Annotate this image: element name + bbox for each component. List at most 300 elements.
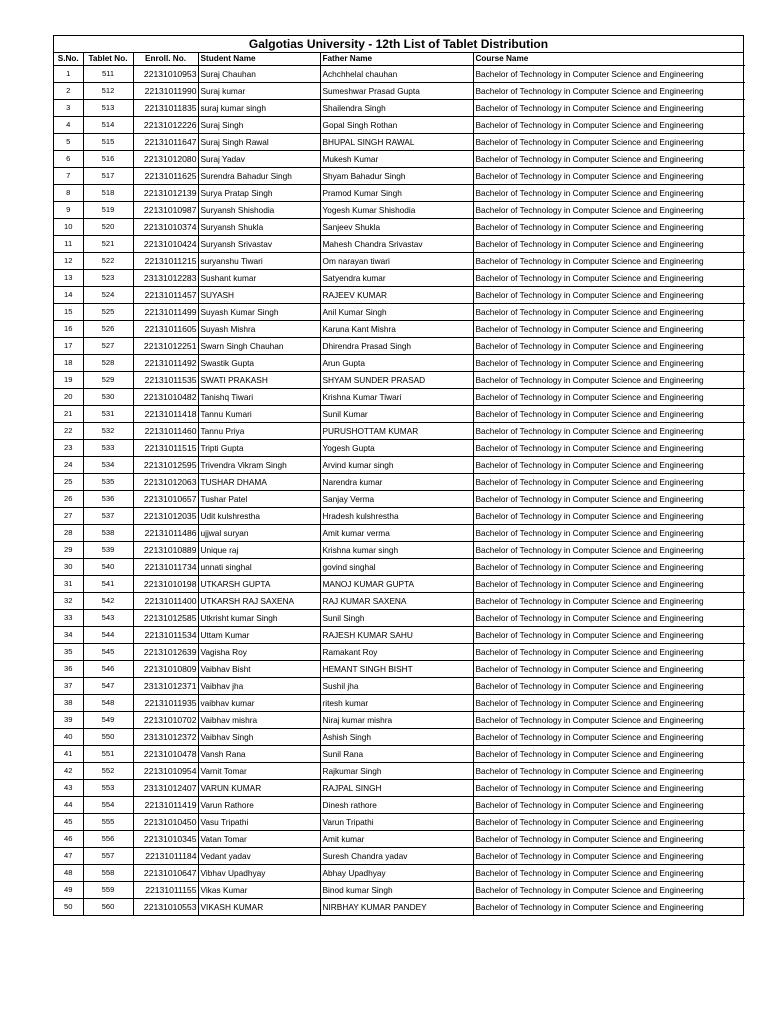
cell-sno: 45 bbox=[54, 813, 83, 830]
cell-course-name: Bachelor of Technology in Computer Science and Engineering bbox=[473, 337, 745, 354]
cell-sno: 19 bbox=[54, 371, 83, 388]
cell-father-name: Sunil Rana bbox=[320, 745, 473, 762]
cell-course-name: Bachelor of Technology in Computer Science and Engineering bbox=[473, 762, 745, 779]
cell-course-name: Bachelor of Technology in Computer Science and Engineering bbox=[473, 218, 745, 235]
header-course-name: Course Name bbox=[473, 53, 745, 65]
cell-enroll-no: 22131011990 bbox=[133, 82, 198, 99]
cell-sno: 49 bbox=[54, 881, 83, 898]
cell-sno: 42 bbox=[54, 762, 83, 779]
cell-tablet-no: 560 bbox=[83, 898, 133, 915]
cell-tablet-no: 524 bbox=[83, 286, 133, 303]
cell-sno: 12 bbox=[54, 252, 83, 269]
cell-enroll-no: 22131011935 bbox=[133, 694, 198, 711]
cell-enroll-no: 22131012063 bbox=[133, 473, 198, 490]
cell-enroll-no: 22131011457 bbox=[133, 286, 198, 303]
table-row bbox=[54, 660, 745, 677]
cell-course-name: Bachelor of Technology in Computer Science and Engineering bbox=[473, 286, 745, 303]
cell-sno: 38 bbox=[54, 694, 83, 711]
cell-father-name: Rajkumar Singh bbox=[320, 762, 473, 779]
cell-tablet-no: 550 bbox=[83, 728, 133, 745]
cell-student-name: Tripti Gupta bbox=[198, 439, 320, 456]
cell-course-name: Bachelor of Technology in Computer Science and Engineering bbox=[473, 439, 745, 456]
table-row bbox=[54, 762, 745, 779]
cell-tablet-no: 530 bbox=[83, 388, 133, 405]
cell-sno: 47 bbox=[54, 847, 83, 864]
cell-course-name: Bachelor of Technology in Computer Science and Engineering bbox=[473, 728, 745, 745]
cell-course-name: Bachelor of Technology in Computer Science and Engineering bbox=[473, 371, 745, 388]
table-row bbox=[54, 82, 745, 99]
cell-father-name: Abhay Upadhyay bbox=[320, 864, 473, 881]
cell-enroll-no: 23131012371 bbox=[133, 677, 198, 694]
cell-student-name: Suryansh Shukla bbox=[198, 218, 320, 235]
cell-course-name: Bachelor of Technology in Computer Science and Engineering bbox=[473, 745, 745, 762]
cell-father-name: Krishna Kumar Tiwari bbox=[320, 388, 473, 405]
cell-enroll-no: 22131010553 bbox=[133, 898, 198, 915]
cell-student-name: Vaibhav mishra bbox=[198, 711, 320, 728]
table-row bbox=[54, 456, 745, 473]
cell-father-name: MANOJ KUMAR GUPTA bbox=[320, 575, 473, 592]
cell-sno: 37 bbox=[54, 677, 83, 694]
cell-enroll-no: 22131010198 bbox=[133, 575, 198, 592]
cell-tablet-no: 534 bbox=[83, 456, 133, 473]
cell-sno: 33 bbox=[54, 609, 83, 626]
cell-student-name: TUSHAR DHAMA bbox=[198, 473, 320, 490]
cell-father-name: Gopal Singh Rothan bbox=[320, 116, 473, 133]
cell-father-name: RAJEEV KUMAR bbox=[320, 286, 473, 303]
cell-father-name: Krishna kumar singh bbox=[320, 541, 473, 558]
table-row bbox=[54, 541, 745, 558]
cell-enroll-no: 22131011534 bbox=[133, 626, 198, 643]
cell-student-name: Suyash Mishra bbox=[198, 320, 320, 337]
cell-student-name: Vasu Tripathi bbox=[198, 813, 320, 830]
cell-father-name: BHUPAL SINGH RAWAL bbox=[320, 133, 473, 150]
cell-student-name: Uttam Kumar bbox=[198, 626, 320, 643]
cell-father-name: Anil Kumar Singh bbox=[320, 303, 473, 320]
cell-course-name: Bachelor of Technology in Computer Science and Engineering bbox=[473, 558, 745, 575]
cell-sno: 28 bbox=[54, 524, 83, 541]
cell-father-name: Pramod Kumar Singh bbox=[320, 184, 473, 201]
table-row bbox=[54, 609, 745, 626]
cell-sno: 8 bbox=[54, 184, 83, 201]
cell-father-name: RAJPAL SINGH bbox=[320, 779, 473, 796]
cell-course-name: Bachelor of Technology in Computer Science and Engineering bbox=[473, 354, 745, 371]
cell-tablet-no: 552 bbox=[83, 762, 133, 779]
cell-tablet-no: 543 bbox=[83, 609, 133, 626]
cell-father-name: Achchhelal chauhan bbox=[320, 65, 473, 82]
cell-father-name: Ashish Singh bbox=[320, 728, 473, 745]
table-row bbox=[54, 745, 745, 762]
cell-student-name: unnati singhal bbox=[198, 558, 320, 575]
table-row bbox=[54, 575, 745, 592]
cell-student-name: Swastik Gupta bbox=[198, 354, 320, 371]
table-row bbox=[54, 303, 745, 320]
cell-tablet-no: 512 bbox=[83, 82, 133, 99]
cell-enroll-no: 22131010889 bbox=[133, 541, 198, 558]
cell-student-name: SUYASH bbox=[198, 286, 320, 303]
cell-course-name: Bachelor of Technology in Computer Science and Engineering bbox=[473, 82, 745, 99]
cell-course-name: Bachelor of Technology in Computer Science and Engineering bbox=[473, 898, 745, 915]
cell-enroll-no: 22131010809 bbox=[133, 660, 198, 677]
cell-student-name: suraj kumar singh bbox=[198, 99, 320, 116]
cell-student-name: Vaibhav Bisht bbox=[198, 660, 320, 677]
cell-tablet-no: 515 bbox=[83, 133, 133, 150]
cell-sno: 44 bbox=[54, 796, 83, 813]
cell-father-name: Yogesh Kumar Shishodia bbox=[320, 201, 473, 218]
table-row bbox=[54, 422, 745, 439]
cell-tablet-no: 548 bbox=[83, 694, 133, 711]
cell-father-name: Mahesh Chandra Srivastav bbox=[320, 235, 473, 252]
cell-tablet-no: 525 bbox=[83, 303, 133, 320]
cell-student-name: Tannu Priya bbox=[198, 422, 320, 439]
cell-student-name: Vikas Kumar bbox=[198, 881, 320, 898]
table-row bbox=[54, 592, 745, 609]
cell-sno: 30 bbox=[54, 558, 83, 575]
cell-father-name: Mukesh Kumar bbox=[320, 150, 473, 167]
table-row bbox=[54, 643, 745, 660]
cell-enroll-no: 22131011625 bbox=[133, 167, 198, 184]
table-row bbox=[54, 269, 745, 286]
cell-student-name: UTKARSH RAJ SAXENA bbox=[198, 592, 320, 609]
cell-enroll-no: 22131012585 bbox=[133, 609, 198, 626]
cell-enroll-no: 23131012283 bbox=[133, 269, 198, 286]
cell-student-name: Vagisha Roy bbox=[198, 643, 320, 660]
table-row bbox=[54, 354, 745, 371]
table-row bbox=[54, 864, 745, 881]
cell-tablet-no: 514 bbox=[83, 116, 133, 133]
table-row bbox=[54, 201, 745, 218]
cell-student-name: Suraj kumar bbox=[198, 82, 320, 99]
cell-student-name: Suryansh Srivastav bbox=[198, 235, 320, 252]
cell-student-name: Tushar Patel bbox=[198, 490, 320, 507]
cell-sno: 48 bbox=[54, 864, 83, 881]
header-father-name: Father Name bbox=[320, 53, 473, 65]
cell-enroll-no: 22131010424 bbox=[133, 235, 198, 252]
cell-enroll-no: 22131011499 bbox=[133, 303, 198, 320]
table-row bbox=[54, 65, 745, 82]
cell-course-name: Bachelor of Technology in Computer Science and Engineering bbox=[473, 507, 745, 524]
cell-father-name: Sumeshwar Prasad Gupta bbox=[320, 82, 473, 99]
cell-student-name: Udit kulshrestha bbox=[198, 507, 320, 524]
cell-tablet-no: 513 bbox=[83, 99, 133, 116]
cell-father-name: Dinesh rathore bbox=[320, 796, 473, 813]
cell-enroll-no: 22131010345 bbox=[133, 830, 198, 847]
cell-course-name: Bachelor of Technology in Computer Science and Engineering bbox=[473, 184, 745, 201]
cell-sno: 11 bbox=[54, 235, 83, 252]
cell-student-name: Vatan Tomar bbox=[198, 830, 320, 847]
cell-tablet-no: 546 bbox=[83, 660, 133, 677]
cell-course-name: Bachelor of Technology in Computer Science and Engineering bbox=[473, 269, 745, 286]
cell-tablet-no: 559 bbox=[83, 881, 133, 898]
cell-father-name: Dhirendra Prasad Singh bbox=[320, 337, 473, 354]
cell-father-name: Sanjeev Shukla bbox=[320, 218, 473, 235]
cell-sno: 43 bbox=[54, 779, 83, 796]
cell-enroll-no: 22131011155 bbox=[133, 881, 198, 898]
cell-student-name: Sushant kumar bbox=[198, 269, 320, 286]
cell-sno: 41 bbox=[54, 745, 83, 762]
cell-father-name: RAJ KUMAR SAXENA bbox=[320, 592, 473, 609]
table-row bbox=[54, 235, 745, 252]
cell-father-name: HEMANT SINGH BISHT bbox=[320, 660, 473, 677]
table-row bbox=[54, 898, 745, 915]
table-row bbox=[54, 830, 745, 847]
cell-student-name: Unique raj bbox=[198, 541, 320, 558]
cell-student-name: Tanishq Tiwari bbox=[198, 388, 320, 405]
cell-student-name: Utkrisht kumar Singh bbox=[198, 609, 320, 626]
cell-course-name: Bachelor of Technology in Computer Science and Engineering bbox=[473, 881, 745, 898]
table-row bbox=[54, 286, 745, 303]
cell-enroll-no: 22131010702 bbox=[133, 711, 198, 728]
cell-sno: 3 bbox=[54, 99, 83, 116]
cell-father-name: SHYAM SUNDER PRASAD bbox=[320, 371, 473, 388]
cell-enroll-no: 22131010953 bbox=[133, 65, 198, 82]
cell-sno: 15 bbox=[54, 303, 83, 320]
table-row bbox=[54, 626, 745, 643]
cell-course-name: Bachelor of Technology in Computer Science and Engineering bbox=[473, 422, 745, 439]
cell-tablet-no: 544 bbox=[83, 626, 133, 643]
cell-enroll-no: 22131010987 bbox=[133, 201, 198, 218]
cell-student-name: Varun Rathore bbox=[198, 796, 320, 813]
cell-student-name: Varnit Tomar bbox=[198, 762, 320, 779]
distribution-table bbox=[54, 53, 745, 915]
cell-course-name: Bachelor of Technology in Computer Science and Engineering bbox=[473, 847, 745, 864]
cell-tablet-no: 545 bbox=[83, 643, 133, 660]
cell-course-name: Bachelor of Technology in Computer Science and Engineering bbox=[473, 626, 745, 643]
cell-student-name: VARUN KUMAR bbox=[198, 779, 320, 796]
cell-sno: 7 bbox=[54, 167, 83, 184]
cell-course-name: Bachelor of Technology in Computer Science and Engineering bbox=[473, 473, 745, 490]
cell-father-name: Suresh Chandra yadav bbox=[320, 847, 473, 864]
cell-enroll-no: 22131011647 bbox=[133, 133, 198, 150]
table-row bbox=[54, 524, 745, 541]
cell-course-name: Bachelor of Technology in Computer Science and Engineering bbox=[473, 116, 745, 133]
cell-sno: 9 bbox=[54, 201, 83, 218]
table-row bbox=[54, 167, 745, 184]
cell-tablet-no: 511 bbox=[83, 65, 133, 82]
cell-course-name: Bachelor of Technology in Computer Science and Engineering bbox=[473, 660, 745, 677]
table-row bbox=[54, 371, 745, 388]
cell-student-name: Suraj Singh Rawal bbox=[198, 133, 320, 150]
cell-course-name: Bachelor of Technology in Computer Science and Engineering bbox=[473, 779, 745, 796]
cell-tablet-no: 518 bbox=[83, 184, 133, 201]
cell-course-name: Bachelor of Technology in Computer Science and Engineering bbox=[473, 303, 745, 320]
cell-course-name: Bachelor of Technology in Computer Science and Engineering bbox=[473, 65, 745, 82]
cell-father-name: Narendra kumar bbox=[320, 473, 473, 490]
cell-enroll-no: 22131011419 bbox=[133, 796, 198, 813]
cell-tablet-no: 526 bbox=[83, 320, 133, 337]
cell-tablet-no: 539 bbox=[83, 541, 133, 558]
table-row bbox=[54, 133, 745, 150]
cell-sno: 17 bbox=[54, 337, 83, 354]
cell-enroll-no: 22131010954 bbox=[133, 762, 198, 779]
distribution-sheet bbox=[53, 35, 744, 916]
cell-sno: 34 bbox=[54, 626, 83, 643]
cell-enroll-no: 22131011515 bbox=[133, 439, 198, 456]
cell-sno: 50 bbox=[54, 898, 83, 915]
cell-student-name: Vaibhav Singh bbox=[198, 728, 320, 745]
cell-course-name: Bachelor of Technology in Computer Science and Engineering bbox=[473, 235, 745, 252]
cell-student-name: Suraj Yadav bbox=[198, 150, 320, 167]
cell-father-name: Arun Gupta bbox=[320, 354, 473, 371]
cell-enroll-no: 23131012407 bbox=[133, 779, 198, 796]
cell-sno: 46 bbox=[54, 830, 83, 847]
cell-father-name: Ramakant Roy bbox=[320, 643, 473, 660]
table-row bbox=[54, 847, 745, 864]
cell-enroll-no: 22131011605 bbox=[133, 320, 198, 337]
cell-father-name: Amit kumar verma bbox=[320, 524, 473, 541]
cell-enroll-no: 22131011184 bbox=[133, 847, 198, 864]
cell-tablet-no: 555 bbox=[83, 813, 133, 830]
table-row bbox=[54, 150, 745, 167]
cell-sno: 18 bbox=[54, 354, 83, 371]
cell-tablet-no: 523 bbox=[83, 269, 133, 286]
table-row bbox=[54, 881, 745, 898]
cell-student-name: SWATI PRAKASH bbox=[198, 371, 320, 388]
cell-enroll-no: 22131010647 bbox=[133, 864, 198, 881]
cell-enroll-no: 22131010478 bbox=[133, 745, 198, 762]
cell-student-name: Suryansh Shishodia bbox=[198, 201, 320, 218]
table-row bbox=[54, 677, 745, 694]
table-row bbox=[54, 728, 745, 745]
cell-father-name: Sanjay Verma bbox=[320, 490, 473, 507]
table-row bbox=[54, 184, 745, 201]
cell-sno: 25 bbox=[54, 473, 83, 490]
cell-student-name: Trivendra Vikram Singh bbox=[198, 456, 320, 473]
cell-father-name: NIRBHAY KUMAR PANDEY bbox=[320, 898, 473, 915]
cell-student-name: suryanshu Tiwari bbox=[198, 252, 320, 269]
cell-sno: 10 bbox=[54, 218, 83, 235]
header-enroll-no: Enroll. No. bbox=[133, 53, 198, 65]
cell-tablet-no: 538 bbox=[83, 524, 133, 541]
cell-father-name: Om narayan tiwari bbox=[320, 252, 473, 269]
cell-course-name: Bachelor of Technology in Computer Science and Engineering bbox=[473, 201, 745, 218]
table-row bbox=[54, 558, 745, 575]
cell-tablet-no: 537 bbox=[83, 507, 133, 524]
cell-enroll-no: 22131012139 bbox=[133, 184, 198, 201]
cell-enroll-no: 22131011734 bbox=[133, 558, 198, 575]
cell-course-name: Bachelor of Technology in Computer Science and Engineering bbox=[473, 796, 745, 813]
table-row bbox=[54, 796, 745, 813]
cell-father-name: Sushil jha bbox=[320, 677, 473, 694]
cell-enroll-no: 22131010450 bbox=[133, 813, 198, 830]
table-row bbox=[54, 507, 745, 524]
table-row bbox=[54, 405, 745, 422]
cell-enroll-no: 23131012372 bbox=[133, 728, 198, 745]
cell-sno: 35 bbox=[54, 643, 83, 660]
cell-sno: 13 bbox=[54, 269, 83, 286]
cell-father-name: Shailendra Singh bbox=[320, 99, 473, 116]
header-row bbox=[54, 53, 745, 65]
cell-father-name: Sunil Singh bbox=[320, 609, 473, 626]
cell-father-name: Binod kumar Singh bbox=[320, 881, 473, 898]
cell-sno: 21 bbox=[54, 405, 83, 422]
cell-student-name: UTKARSH GUPTA bbox=[198, 575, 320, 592]
cell-course-name: Bachelor of Technology in Computer Science and Engineering bbox=[473, 405, 745, 422]
sheet-title: Galgotias University - 12th List of Tablet Distribution bbox=[54, 36, 743, 53]
cell-tablet-no: 517 bbox=[83, 167, 133, 184]
cell-student-name: Surendra Bahadur Singh bbox=[198, 167, 320, 184]
cell-enroll-no: 22131012251 bbox=[133, 337, 198, 354]
cell-course-name: Bachelor of Technology in Computer Science and Engineering bbox=[473, 167, 745, 184]
cell-enroll-no: 22131010657 bbox=[133, 490, 198, 507]
cell-student-name: Suraj Chauhan bbox=[198, 65, 320, 82]
cell-student-name: Suraj Singh bbox=[198, 116, 320, 133]
cell-sno: 31 bbox=[54, 575, 83, 592]
table-row bbox=[54, 439, 745, 456]
cell-sno: 2 bbox=[54, 82, 83, 99]
table-row bbox=[54, 99, 745, 116]
cell-father-name: Arvind kumar singh bbox=[320, 456, 473, 473]
cell-enroll-no: 22131010374 bbox=[133, 218, 198, 235]
cell-enroll-no: 22131012595 bbox=[133, 456, 198, 473]
cell-father-name: Varun Tripathi bbox=[320, 813, 473, 830]
cell-sno: 36 bbox=[54, 660, 83, 677]
cell-tablet-no: 540 bbox=[83, 558, 133, 575]
table-row bbox=[54, 779, 745, 796]
table-row bbox=[54, 116, 745, 133]
cell-sno: 39 bbox=[54, 711, 83, 728]
cell-tablet-no: 557 bbox=[83, 847, 133, 864]
cell-father-name: Amit kumar bbox=[320, 830, 473, 847]
cell-tablet-no: 532 bbox=[83, 422, 133, 439]
cell-sno: 22 bbox=[54, 422, 83, 439]
table-row bbox=[54, 490, 745, 507]
table-row bbox=[54, 218, 745, 235]
cell-father-name: Niraj kumar mishra bbox=[320, 711, 473, 728]
cell-enroll-no: 22131010482 bbox=[133, 388, 198, 405]
cell-father-name: Karuna Kant Mishra bbox=[320, 320, 473, 337]
cell-course-name: Bachelor of Technology in Computer Science and Engineering bbox=[473, 320, 745, 337]
cell-course-name: Bachelor of Technology in Computer Science and Engineering bbox=[473, 609, 745, 626]
cell-course-name: Bachelor of Technology in Computer Science and Engineering bbox=[473, 456, 745, 473]
cell-student-name: ujjwal suryan bbox=[198, 524, 320, 541]
cell-sno: 32 bbox=[54, 592, 83, 609]
cell-student-name: Tannu Kumari bbox=[198, 405, 320, 422]
cell-course-name: Bachelor of Technology in Computer Science and Engineering bbox=[473, 643, 745, 660]
cell-father-name: Sunil Kumar bbox=[320, 405, 473, 422]
cell-course-name: Bachelor of Technology in Computer Science and Engineering bbox=[473, 677, 745, 694]
cell-tablet-no: 558 bbox=[83, 864, 133, 881]
cell-sno: 1 bbox=[54, 65, 83, 82]
table-row bbox=[54, 388, 745, 405]
cell-course-name: Bachelor of Technology in Computer Science and Engineering bbox=[473, 99, 745, 116]
cell-course-name: Bachelor of Technology in Computer Science and Engineering bbox=[473, 133, 745, 150]
table-row bbox=[54, 320, 745, 337]
cell-course-name: Bachelor of Technology in Computer Science and Engineering bbox=[473, 592, 745, 609]
cell-student-name: vaibhav kumar bbox=[198, 694, 320, 711]
cell-course-name: Bachelor of Technology in Computer Science and Engineering bbox=[473, 541, 745, 558]
cell-sno: 6 bbox=[54, 150, 83, 167]
cell-course-name: Bachelor of Technology in Computer Science and Engineering bbox=[473, 813, 745, 830]
cell-sno: 14 bbox=[54, 286, 83, 303]
cell-course-name: Bachelor of Technology in Computer Science and Engineering bbox=[473, 150, 745, 167]
cell-sno: 16 bbox=[54, 320, 83, 337]
cell-tablet-no: 556 bbox=[83, 830, 133, 847]
cell-father-name: RAJESH KUMAR SAHU bbox=[320, 626, 473, 643]
cell-enroll-no: 22131011418 bbox=[133, 405, 198, 422]
cell-course-name: Bachelor of Technology in Computer Science and Engineering bbox=[473, 575, 745, 592]
cell-tablet-no: 549 bbox=[83, 711, 133, 728]
cell-tablet-no: 541 bbox=[83, 575, 133, 592]
cell-enroll-no: 22131011535 bbox=[133, 371, 198, 388]
cell-student-name: Vansh Rana bbox=[198, 745, 320, 762]
cell-tablet-no: 522 bbox=[83, 252, 133, 269]
cell-student-name: Vedant yadav bbox=[198, 847, 320, 864]
cell-tablet-no: 536 bbox=[83, 490, 133, 507]
cell-enroll-no: 22131012035 bbox=[133, 507, 198, 524]
cell-student-name: Vibhav Upadhyay bbox=[198, 864, 320, 881]
cell-tablet-no: 521 bbox=[83, 235, 133, 252]
table-row bbox=[54, 813, 745, 830]
